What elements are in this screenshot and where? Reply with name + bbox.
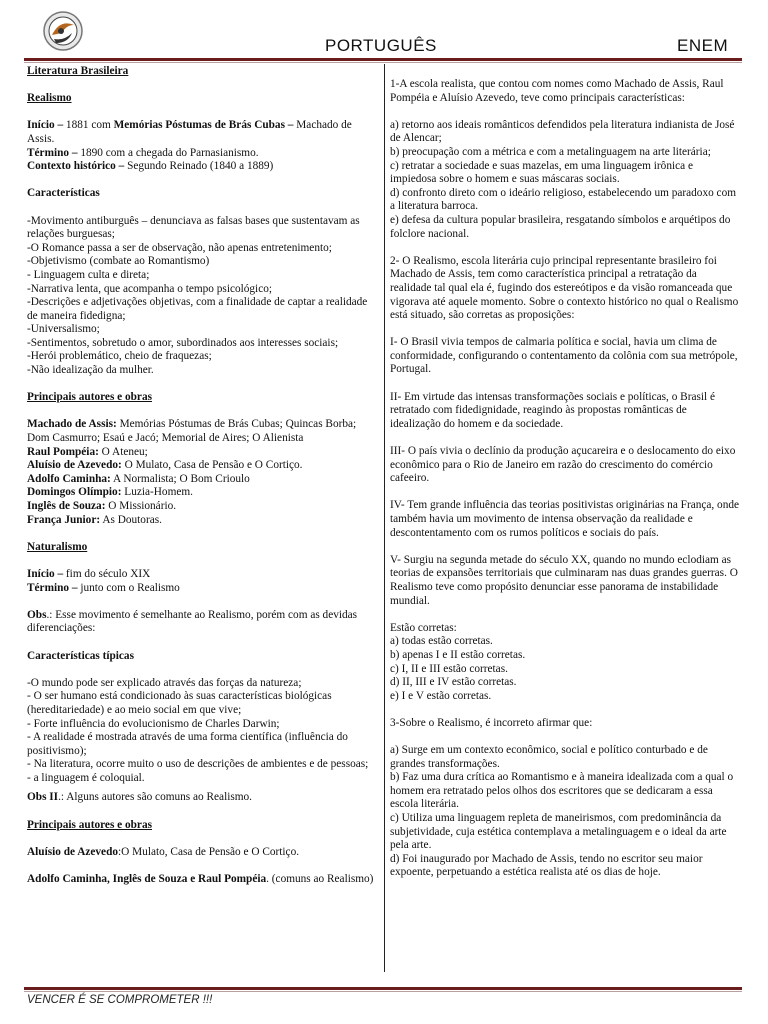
question-1-stem: 1-A escola realista, que contou com nomes como Machado de Assis, Raul Pompéia e Aluísio Azevedo, teve como principais características: [390, 78, 724, 104]
left-column [27, 65, 377, 887]
realismo-termino: Término – 1890 com a chegada do Parnasianismo. [27, 146, 259, 159]
autores-list: Machado de Assis: Memórias Póstumas de Brás Cubas; Quincas Borba; Dom Casmurro; Esaú e Jacó; Memorial de Aires; O Alienista Raul Pompéia: O Ateneu; Aluísio de Azevedo: O Mulato, Casa de Pensão e O Cortiço. Adolfo Caminha: A Normalista; O Bom Crioulo Domingos Olímpio: Luzia-Homem. Inglês de Souza: O Missionário. França Junior: As Doutoras. [27, 418, 357, 526]
list-item: -O mundo pode ser explicado através das forças da natureza; [27, 676, 302, 689]
list-item: - Linguagem culta e direta; [27, 268, 150, 281]
header-rule [24, 58, 742, 61]
header-rule-thin [24, 62, 742, 63]
list-item: -Descrições e adjetivações objetivas, com a finalidade de captar a realidade de maneira fidedigna; [27, 296, 368, 322]
column-divider [384, 64, 385, 972]
realismo-heading: Realismo [27, 92, 72, 105]
option-item: b) apenas I e II estão corretas. [390, 648, 526, 661]
caracteristicas-heading: Características [27, 187, 100, 200]
autores2-heading: Principais autores e obras [27, 818, 152, 831]
footer-rule-thin [24, 991, 742, 992]
option-item: b) Faz uma dura crítica ao Romantismo e à maneira idealizada com a qual o homem era retratado pelos olhos dos escritores que se dedicaram a essa escola literária. [390, 771, 734, 811]
question-2-stem: 2- O Realismo, escola literária cujo principal representante brasileiro foi Machado de Assis, tem como característica principal a retratação da realidade tal qual ela é, fugindo dos estereótipos e da visão romanceada que vigorava até aquele momento. Sobre o contexto histórico no qual o Realismo está situado, são corretas as proposições: [390, 254, 739, 322]
list-item: -Sentimentos, sobretudo o amor, subordinados aos interesses sociais; [27, 336, 339, 349]
list-item: - O ser humano está condicionado às suas características biológicas (hereditariedade) e ao meio social em que vive; [27, 690, 332, 716]
tipicas-list [27, 677, 377, 786]
option-item: c) retratar a sociedade e suas mazelas, em uma linguagem irônica e impiedosa sobre o homem e suas máscaras sociais. [390, 159, 693, 186]
list-item: -Narrativa lenta, que acompanha o tempo psicológico; [27, 282, 272, 295]
footer-rule [24, 987, 742, 990]
naturalismo-termino: Término – junto com o Realismo [27, 581, 180, 594]
caracteristicas-list [27, 215, 377, 378]
exam-label: ENEM [677, 36, 729, 55]
question-3-options [390, 744, 740, 880]
question-2-item: V- Surgiu na segunda metade do século XX, quando no mundo eclodiam as teorias de expansões territoriais que culminaram nas duas grandes guerras. O Realismo teve como propósito denunciar esse panorama de instabilidade mundial. [390, 553, 738, 607]
option-item: b) preocupação com a métrica e com a metalinguagem na arte literária; [390, 145, 711, 158]
obs-note: Obs.: Esse movimento é semelhante ao Realismo, porém com as devidas diferenciações: [27, 608, 358, 635]
option-item: e) defesa da cultura popular brasileira, resgatando símbolos e arquétipos do folclore nacional. [390, 213, 731, 240]
option-item: a) retorno aos ideais românticos defendidos pela literatura indianista de José de Alencar; [390, 118, 735, 145]
question-2-item: IV- Tem grande influência das teorias positivistas originárias na França, onde também havia um movimento de intensa observação da realidade e descontentamento com os rumos políticos e sociais do país. [390, 499, 740, 539]
footer-motto: VENCER É SE COMPROMETER !!! [27, 994, 213, 1006]
option-item: c) Utiliza uma linguagem repleta de maneirismos, com predominância da subjetividade, cuja estética contemplava a metalinguagem e o ideal da arte pela arte. [390, 812, 727, 852]
question-2-item: II- Em virtude das intensas transformações sociais e políticas, o Brasil é retratado com fidedignidade, reagindo às propostas românticas de idealização do homem e da sociedade. [390, 390, 716, 430]
page-title: PORTUGUÊS [325, 36, 437, 55]
list-item: - Na literatura, ocorre muito o uso de descrições de ambientes e de pessoas; [27, 758, 369, 771]
list-item: -Universalismo; [27, 323, 100, 336]
realismo-contexto: Contexto histórico – Segundo Reinado (1840 a 1889) [27, 160, 274, 173]
obs2-note: Obs II.: Alguns autores são comuns ao Realismo. [27, 791, 252, 804]
section-title: Literatura Brasileira [27, 65, 129, 77]
list-item: - a linguagem é coloquial. [27, 771, 145, 784]
question-2-options [390, 622, 740, 704]
list-item: -O Romance passa a ser de observação, não apenas entretenimento; [27, 241, 332, 254]
tipicas-heading: Características típicas [27, 649, 134, 662]
option-item: a) Surge em um contexto econômico, social e político conturbado e de grandes transformações. [390, 744, 708, 770]
list-item: - A realidade é mostrada através de uma forma científica (influência do positivismo); [27, 731, 348, 757]
answers-label: Estão corretas: [390, 621, 457, 634]
question-3-stem: 3-Sobre o Realismo, é incorreto afirmar que: [390, 716, 593, 729]
naturalismo-inicio: Início – fim do século XIX [27, 567, 151, 580]
option-item: d) Foi inaugurado por Machado de Assis, tendo no escritor seu maior expoente, perpetuando a estética realista até os dias de hoje. [390, 852, 703, 879]
school-logo [40, 11, 86, 53]
list-item: -Herói problemático, cheio de fraquezas; [27, 350, 212, 363]
option-item: d) confronto direto com o ideário religioso, estabelecendo um paradoxo com a literatura barroca. [390, 186, 737, 213]
option-item: c) I, II e III estão corretas. [390, 662, 508, 675]
list-item: - Forte influência do evolucionismo de Charles Darwin; [27, 717, 280, 730]
list-item: -Objetivismo (combate ao Romantismo) [27, 255, 210, 268]
autores-heading: Principais autores e obras [27, 391, 152, 404]
comuns-authors: Adolfo Caminha, Inglês de Souza e Raul Pompéia. (comuns ao Realismo) [27, 873, 374, 886]
list-item: -Movimento antiburguês – denunciava as falsas bases que sustentavam as relações burguesas; [27, 214, 360, 241]
realismo-inicio: Início – 1881 com Memórias Póstumas de Brás Cubas – Machado de Assis. [27, 119, 352, 145]
list-item: -Não idealização da mulher. [27, 364, 154, 377]
question-1-options [390, 119, 740, 241]
naturalismo-heading: Naturalismo [27, 540, 88, 553]
aluisio-works: Aluísio de Azevedo:O Mulato, Casa de Pensão e O Cortiço. [27, 845, 300, 858]
option-item: d) II, III e IV estão corretas. [390, 676, 517, 689]
option-item: a) todas estão corretas. [390, 635, 493, 648]
question-2-item: III- O país vivia o declínio da produção açucareira e o deslocamento do eixo econômico para o Rio de Janeiro em razão do crescimento do comércio cafeeiro. [390, 445, 736, 485]
right-column [390, 78, 740, 880]
question-2-item: I- O Brasil vivia tempos de calmaria política e social, havia um clima de conformidade, configurando o contentamento da colônia com sua metrópole, Portugal. [390, 336, 738, 376]
option-item: e) I e V estão corretas. [390, 689, 492, 702]
